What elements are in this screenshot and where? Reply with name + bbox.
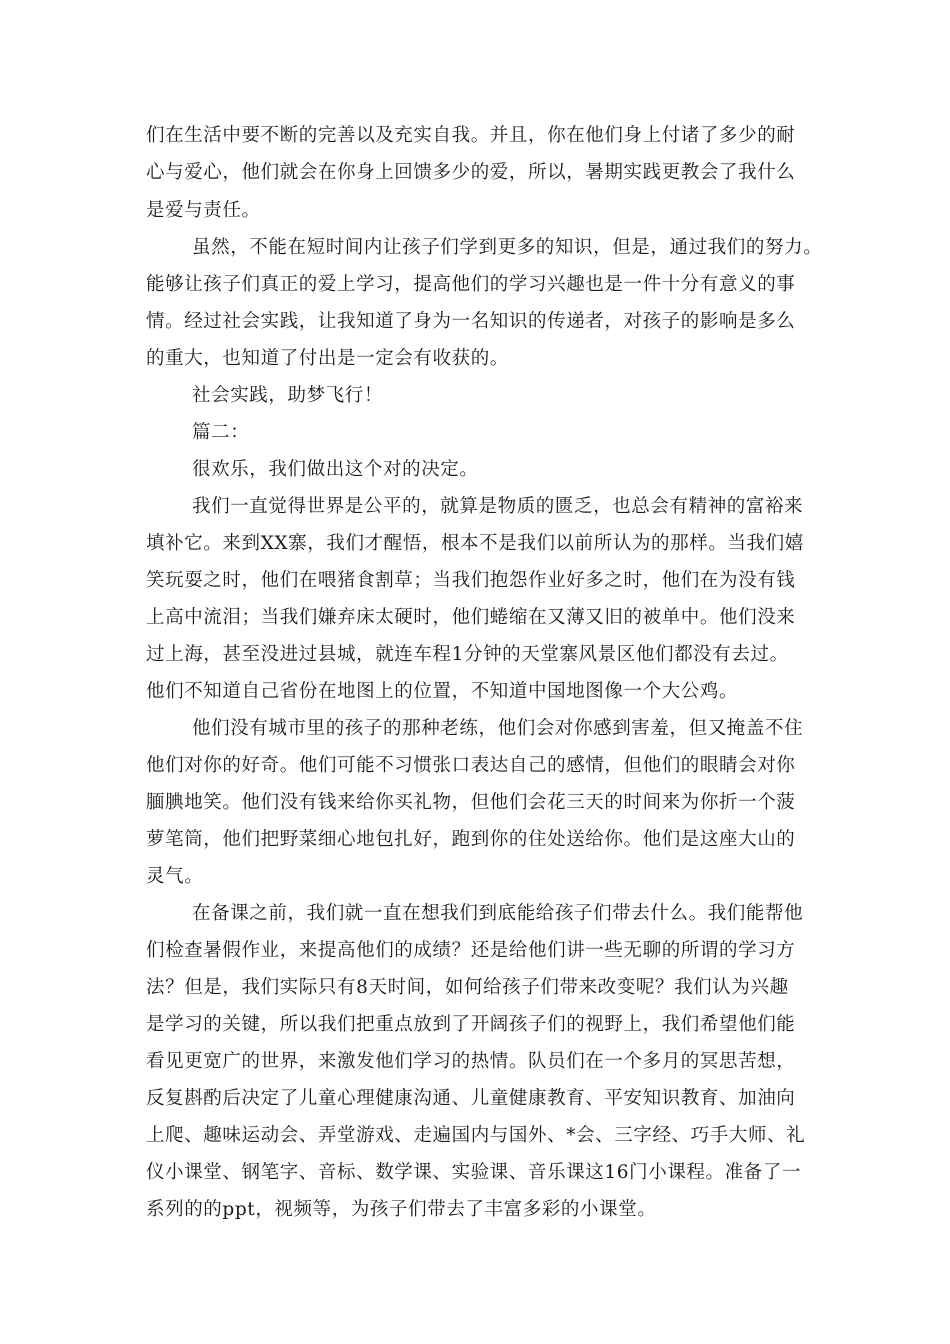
- paragraph-start: 虽然，不能在短时间内让孩子们学到更多的知识，但是，通过我们的努力。: [192, 237, 823, 258]
- text-line: 的重大，也知道了付出是一定会有收获的。: [146, 348, 509, 369]
- paragraph-start: 我们一直觉得世界是公平的，就算是物质的匮乏，也总会有精神的富裕来: [192, 496, 804, 517]
- text-line: 腼腆地笑。他们没有钱来给你买礼物，但他们会花三天的时间来为你折一个菠: [146, 792, 796, 813]
- text-line: 是学习的关键，所以我们把重点放到了开阔孩子们的视野上，我们希望他们能: [146, 1014, 796, 1035]
- text-line: 系列的的ppt，视频等，为孩子们带去了丰富多彩的小课堂。: [146, 1199, 657, 1220]
- text-line: 法？但是，我们实际只有8天时间，如何给孩子们带来改变呢？我们认为兴趣: [146, 977, 789, 998]
- paragraph-start: 在备课之前，我们就一直在想我们到底能给孩子们带去什么。我们能帮他: [192, 903, 804, 924]
- paragraph-start: 很欢乐，我们做出这个对的决定。: [192, 459, 479, 480]
- text-line: 灵气。: [146, 866, 204, 887]
- text-line: 反复斟酌后决定了儿童心理健康沟通、儿童健康教育、平安知识教育、加油向: [146, 1088, 796, 1109]
- text-line: 们在生活中要不断的完善以及充实自我。并且，你在他们身上付诸了多少的耐: [146, 125, 796, 146]
- text-line: 他们对你的好奇。他们可能不习惯张口表达自己的感情，但他们的眼睛会对你: [146, 755, 796, 776]
- text-line: 他们不知道自己省份在地图上的位置，不知道中国地图像一个大公鸡。: [146, 681, 739, 702]
- section-heading: 篇二：: [192, 422, 250, 443]
- text-line: 填补它。来到XX寨，我们才醒悟，根本不是我们以前所认为的那样。当我们嬉: [146, 533, 804, 554]
- text-line: 萝笔筒，他们把野菜细心地包扎好，跑到你的住处送给你。他们是这座大山的: [146, 829, 796, 850]
- text-line: 是爱与责任。: [146, 200, 261, 221]
- text-line: 过上海，甚至没进过县城，就连车程1分钟的天堂寨风景区他们都没有去过。: [146, 644, 789, 665]
- text-line: 笑玩耍之时，他们在喂猪食割草；当我们抱怨作业好多之时，他们在为没有钱: [146, 570, 796, 591]
- text-line: 情。经过社会实践，让我知道了身为一名知识的传递者，对孩子的影响是多么: [146, 311, 796, 332]
- text-line: 心与爱心，他们就会在你身上回馈多少的爱，所以，暑期实践更教会了我什么: [146, 162, 796, 183]
- text-line: 仪小课堂、钢笔字、音标、数学课、实验课、音乐课这16门小课程。准备了一: [146, 1162, 802, 1183]
- text-line: 能够让孩子们真正的爱上学习，提高他们的学习兴趣也是一件十分有意义的事: [146, 274, 796, 295]
- text-line: 看见更宽广的世界，来激发他们学习的热情。队员们在一个多月的冥思苦想，: [146, 1051, 796, 1072]
- text-line: 上高中流泪；当我们嫌弃床太硬时，他们蜷缩在又薄又旧的被单中。他们没来: [146, 607, 796, 628]
- text-line: 们检查暑假作业，来提高他们的成绩？还是给他们讲一些无聊的所谓的学习方: [146, 940, 796, 961]
- text-line: 上爬、趣味运动会、弄堂游戏、走遍国内与国外、*会、三字经、巧手大师、礼: [146, 1125, 806, 1146]
- paragraph-start: 他们没有城市里的孩子的那种老练，他们会对你感到害羞，但又掩盖不住: [192, 718, 804, 739]
- paragraph-start: 社会实践，助梦飞行！: [192, 385, 384, 406]
